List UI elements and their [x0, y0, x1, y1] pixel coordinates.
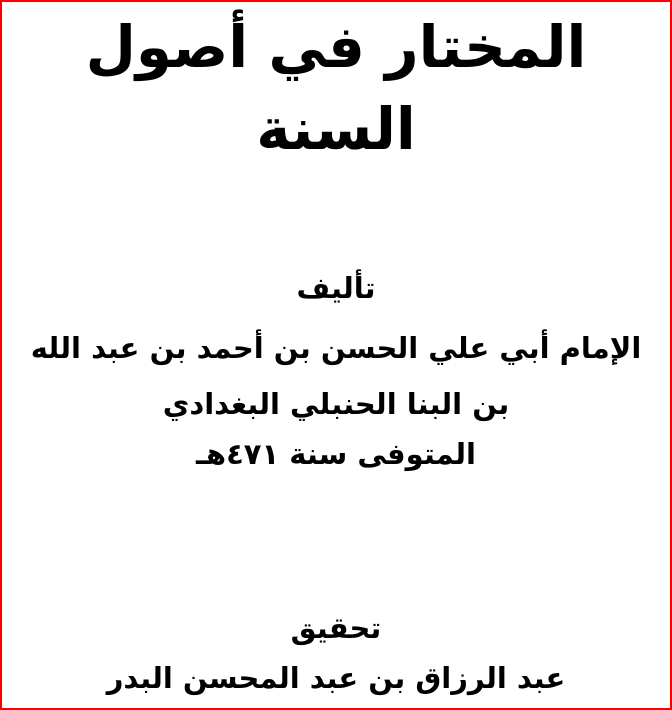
book-title — [2, 6, 670, 170]
author-name-line-1: الإمام أبي علي الحسن بن أحمد بن عبد الله — [30, 331, 642, 365]
book-title-line-1: المختار في أصول — [85, 13, 587, 81]
authorship-heading: تأليف — [296, 271, 376, 305]
book-title-line-2: السنة — [256, 95, 416, 163]
author-name-line-2: بن البنا الحنبلي البغدادي — [162, 387, 510, 421]
editor-name: عبد الرزاق بن عبد المحسن البدر — [106, 661, 566, 695]
editing-heading: تحقيق — [290, 611, 382, 645]
author-death-year-line: المتوفى سنة ٤٧١هـ — [196, 437, 476, 471]
